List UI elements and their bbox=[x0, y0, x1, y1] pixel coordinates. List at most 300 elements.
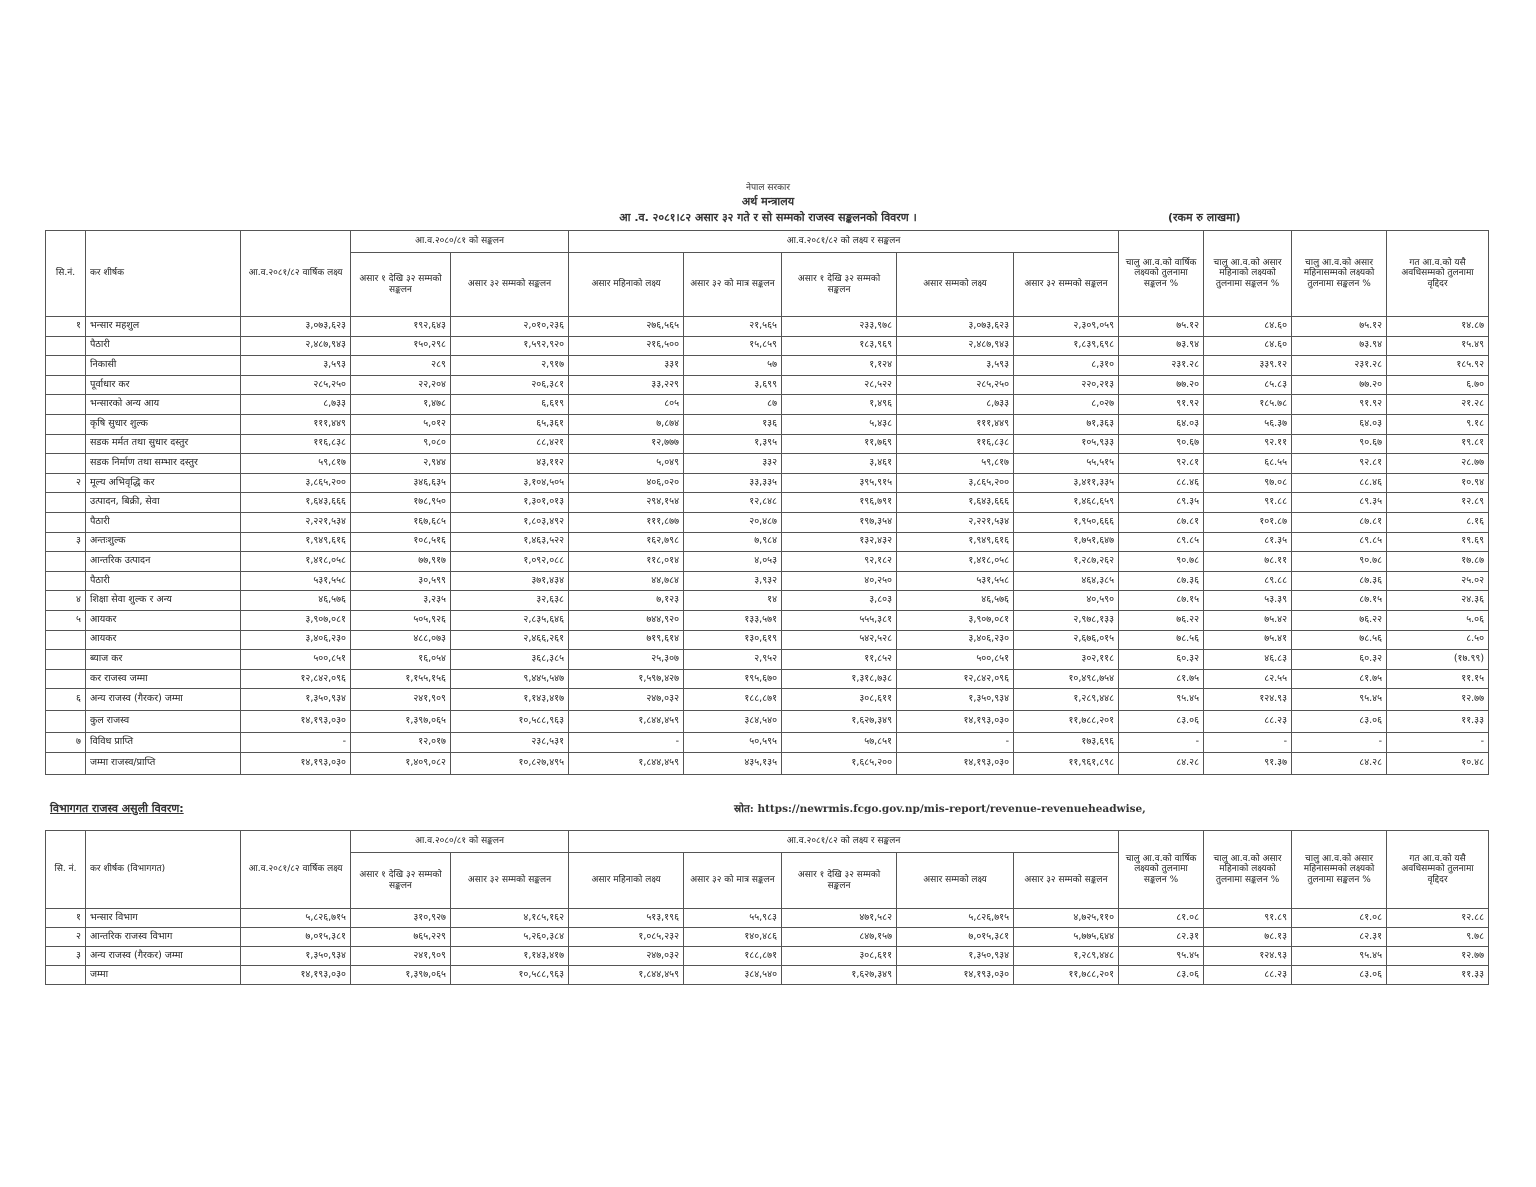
table-row bbox=[46, 711, 1489, 733]
row-value: १७३,६९६ bbox=[1014, 733, 1119, 753]
row-tax-head: जम्मा राजस्व/प्राप्ति bbox=[86, 752, 241, 774]
row-value: ५००,८५१ bbox=[897, 650, 1014, 670]
col-cur-32-only: असार ३२ को मात्र सङ्कलन bbox=[684, 853, 782, 909]
row-value: ४६.८३ bbox=[1204, 650, 1292, 670]
row-tax-head: भन्सार विभाग bbox=[86, 909, 241, 928]
ministry-heading: अर्थ मन्त्रालय bbox=[741, 195, 795, 208]
table-row bbox=[46, 733, 1489, 753]
row-value: ३०८,६११ bbox=[782, 947, 897, 966]
row-value: ८३.०६ bbox=[1119, 711, 1204, 733]
row-sn: १ bbox=[46, 909, 86, 928]
row-tax-head: अन्य राजस्व (गैरकर) जम्मा bbox=[86, 947, 241, 966]
source-link[interactable]: स्रोत: https://newrmis.fcgo.gov.np/mis-report/revenue-revenueheadwise, bbox=[734, 803, 1146, 815]
row-value: ६०.३२ bbox=[1119, 650, 1204, 670]
col-tax-head: कर शीर्षक bbox=[86, 231, 241, 317]
row-value: १,२८९,४४८ bbox=[1014, 947, 1119, 966]
row-value: १,१५५,१५६ bbox=[351, 669, 451, 689]
table-row bbox=[46, 454, 1489, 474]
row-value: १,३५०,९३४ bbox=[241, 689, 351, 711]
row-sn: २ bbox=[46, 928, 86, 947]
row-value: ९५.४५ bbox=[1292, 947, 1387, 966]
row-value: २,९१७ bbox=[451, 356, 569, 376]
row-value: २३३,९७८ bbox=[782, 317, 897, 337]
row-value: १३३,५७१ bbox=[684, 610, 782, 630]
row-tax-head: आयकर bbox=[86, 630, 241, 650]
row-value: २५.०२ bbox=[1387, 571, 1489, 591]
row-value: २२०,२१३ bbox=[1014, 375, 1119, 395]
row-value: ९.१८ bbox=[1387, 414, 1489, 434]
row-value: ७,०१५,३८१ bbox=[897, 928, 1014, 947]
row-value: ९५.४५ bbox=[1292, 689, 1387, 711]
row-value: २४७,०३२ bbox=[569, 689, 684, 711]
row-value: १४,१९३,०३० bbox=[897, 966, 1014, 985]
row-value: १६,०५४ bbox=[351, 650, 451, 670]
row-value: १८८,८७१ bbox=[684, 689, 782, 711]
row-value: २,९५२ bbox=[684, 650, 782, 670]
row-tax-head: सडक निर्माण तथा सम्भार दस्तुर bbox=[86, 454, 241, 474]
row-value: २४.३६ bbox=[1387, 591, 1489, 611]
table-row bbox=[46, 493, 1489, 513]
row-value: ३,५९३ bbox=[897, 356, 1014, 376]
row-value: ५१३,१९६ bbox=[569, 909, 684, 928]
row-tax-head: पैठारी bbox=[86, 512, 241, 532]
row-value: ३,४११,३३५ bbox=[1014, 473, 1119, 493]
row-value: ५६.३७ bbox=[1204, 414, 1292, 434]
row-value: ८४.६० bbox=[1204, 317, 1292, 337]
row-value: १,६२७,३४९ bbox=[782, 711, 897, 733]
row-value: ३,४०६,२३० bbox=[897, 630, 1014, 650]
col-group-current-year: आ.व.२०८१/८२ को लक्ष्य र सङ्कलन bbox=[569, 231, 1119, 253]
row-value: ९०.७८ bbox=[1119, 552, 1204, 572]
row-sn: २ bbox=[46, 473, 86, 493]
row-value: १,३५०,९३४ bbox=[241, 947, 351, 966]
row-value: २१,५६५ bbox=[684, 317, 782, 337]
row-sn bbox=[46, 375, 86, 395]
col-tax-head: कर शीर्षक (विभागगत) bbox=[86, 831, 241, 909]
row-value: १४,१९३,०३० bbox=[241, 752, 351, 774]
table-row bbox=[46, 473, 1489, 493]
row-value: ७१,३६३ bbox=[1014, 414, 1119, 434]
row-value: ८९.३५ bbox=[1292, 493, 1387, 513]
row-value: ४७१,५८२ bbox=[782, 909, 897, 928]
row-value: ५०५,९२६ bbox=[351, 610, 451, 630]
row-value: ८.१६ bbox=[1387, 512, 1489, 532]
row-value: ५,७७५,६४४ bbox=[1014, 928, 1119, 947]
col-cur-upto-target: असार सम्मको लक्ष्य bbox=[897, 853, 1014, 909]
row-value: १११,४४९ bbox=[897, 414, 1014, 434]
col-prev-1-32: असार १ देखि ३२ सम्मको सङ्कलन bbox=[351, 853, 451, 909]
row-tax-head: निकासी bbox=[86, 356, 241, 376]
row-value: १,३०१,०१३ bbox=[451, 493, 569, 513]
row-value: १८५.९२ bbox=[1387, 356, 1489, 376]
row-value: १९५,६७० bbox=[684, 669, 782, 689]
row-value: १,८०३,४९२ bbox=[451, 512, 569, 532]
row-value: ७७,९१७ bbox=[351, 552, 451, 572]
row-value: ४०,२५० bbox=[782, 571, 897, 591]
row-value: २८९ bbox=[351, 356, 451, 376]
row-value: ३,८६५,२०० bbox=[241, 473, 351, 493]
table-row bbox=[46, 532, 1489, 552]
row-value: ३८४,५४० bbox=[684, 966, 782, 985]
row-value: ३३,३३५ bbox=[684, 473, 782, 493]
row-value: २,२२१,५३४ bbox=[241, 512, 351, 532]
row-value: ६,६१९ bbox=[451, 395, 569, 415]
row-value: १३०,६१९ bbox=[684, 630, 782, 650]
row-value: १,५९७,४२७ bbox=[569, 669, 684, 689]
row-value: १,०८५,२३२ bbox=[569, 928, 684, 947]
col-cur-32-only: असार ३२ को मात्र सङ्कलन bbox=[684, 253, 782, 317]
row-value: १९६,७९१ bbox=[782, 493, 897, 513]
row-value: ११,७८८,२०१ bbox=[1014, 966, 1119, 985]
row-value: ८३.०६ bbox=[1292, 966, 1387, 985]
row-value: १,३९७,०६५ bbox=[351, 966, 451, 985]
row-value: ७६.२२ bbox=[1292, 610, 1387, 630]
row-sn bbox=[46, 630, 86, 650]
row-value: ८७.३६ bbox=[1292, 571, 1387, 591]
row-value: ८८.२३ bbox=[1204, 966, 1292, 985]
amount-unit-note: (रकम रु लाखमा) bbox=[1168, 211, 1241, 224]
row-value: १९.८१ bbox=[1387, 434, 1489, 454]
row-value: १,३९७,०६५ bbox=[351, 711, 451, 733]
row-value: ३०,५९९ bbox=[351, 571, 451, 591]
row-value: १६२,७९८ bbox=[569, 532, 684, 552]
row-value: १,१४३,४१७ bbox=[451, 689, 569, 711]
row-value: २०६,३८१ bbox=[451, 375, 569, 395]
row-value: १४.८७ bbox=[1387, 317, 1489, 337]
row-value: ५,०४९ bbox=[569, 454, 684, 474]
col-growth: गत आ.व.को यसै अवधिसम्मको तुलनामा वृद्दिदर bbox=[1387, 231, 1489, 317]
row-value: २८.७७ bbox=[1387, 454, 1489, 474]
row-value: १०,५८८,९६३ bbox=[451, 966, 569, 985]
col-pct-month: चालु आ.व.को असार महिनाको लक्ष्यको तुलनामा सङ्कलन % bbox=[1204, 831, 1292, 909]
col-pct-annual: चालु आ.व.को वार्षिक लक्ष्यको तुलनामा सङ्कलन % bbox=[1119, 231, 1204, 317]
row-value: ११८,०१४ bbox=[569, 552, 684, 572]
row-sn bbox=[46, 669, 86, 689]
row-value: ८२.३१ bbox=[1292, 928, 1387, 947]
row-value: ८१.७५ bbox=[1292, 669, 1387, 689]
row-value: - bbox=[1119, 733, 1204, 753]
row-value: ८९.८५ bbox=[1292, 532, 1387, 552]
row-value: ३,४०६,२३० bbox=[241, 630, 351, 650]
row-value: ३१०,९२७ bbox=[351, 909, 451, 928]
row-tax-head: सडक मर्मत तथा सुधार दस्तुर bbox=[86, 434, 241, 454]
row-value: ४,७२५,११० bbox=[1014, 909, 1119, 928]
row-value: १०,८२७,४९५ bbox=[451, 752, 569, 774]
row-value: ८९.८५ bbox=[1119, 532, 1204, 552]
row-value: ८,७३३ bbox=[241, 395, 351, 415]
row-value: ७८.५६ bbox=[1292, 630, 1387, 650]
row-sn bbox=[46, 336, 86, 356]
row-value: २४१,९०९ bbox=[351, 689, 451, 711]
row-sn: ३ bbox=[46, 947, 86, 966]
row-value: ७५.१२ bbox=[1119, 317, 1204, 337]
row-value: ९१.८९ bbox=[1204, 909, 1292, 928]
row-value: १,६४३,६६६ bbox=[897, 493, 1014, 513]
table-row bbox=[46, 375, 1489, 395]
row-value: ७३.९४ bbox=[1292, 336, 1387, 356]
row-value: ६५,३६१ bbox=[451, 414, 569, 434]
row-value: १,३१८,७३८ bbox=[782, 669, 897, 689]
row-sn: ४ bbox=[46, 591, 86, 611]
row-value: २,९४४ bbox=[351, 454, 451, 474]
row-value: ३३९.१२ bbox=[1204, 356, 1292, 376]
row-value: ८५.८३ bbox=[1204, 375, 1292, 395]
col-pct-upto: चालु आ.व.को असार महिनासम्मको लक्ष्यको तुलनामा सङ्कलन % bbox=[1292, 831, 1387, 909]
row-value: ६४.०३ bbox=[1119, 414, 1204, 434]
row-value: ३८४,५४० bbox=[684, 711, 782, 733]
row-value: ३७१,४३४ bbox=[451, 571, 569, 591]
row-tax-head: आन्तरिक राजस्व विभाग bbox=[86, 928, 241, 947]
col-prev-upto-32: असार ३२ सम्मको सङ्कलन bbox=[451, 853, 569, 909]
row-value: ३,९०७,०८१ bbox=[241, 610, 351, 630]
row-sn: ३ bbox=[46, 532, 86, 552]
row-value: १४०,४८६ bbox=[684, 928, 782, 947]
row-value: ७५.४१ bbox=[1204, 630, 1292, 650]
row-value: २१.२८ bbox=[1387, 395, 1489, 415]
table-row bbox=[46, 434, 1489, 454]
row-value: ९२.८१ bbox=[1292, 454, 1387, 474]
row-value: ३,१०४,५०५ bbox=[451, 473, 569, 493]
col-pct-month: चालु आ.व.को असार महिनाको लक्ष्यको तुलनामा सङ्कलन % bbox=[1204, 231, 1292, 317]
row-value: ९,०८० bbox=[351, 434, 451, 454]
row-value: ४०,५९० bbox=[1014, 591, 1119, 611]
row-sn bbox=[46, 966, 86, 985]
revenue-collection-table bbox=[45, 230, 1489, 775]
row-value: १,७५१,६४७ bbox=[1014, 532, 1119, 552]
row-tax-head: अन्य राजस्व (गैरकर) जम्मा bbox=[86, 689, 241, 711]
row-value: ५९,८१७ bbox=[241, 454, 351, 474]
col-annual-target: आ.व.२०८१/८२ वार्षिक लक्ष्य bbox=[241, 231, 351, 317]
row-value: ३,६९९ bbox=[684, 375, 782, 395]
col-prev-upto-32: असार ३२ सम्मको सङ्कलन bbox=[451, 253, 569, 317]
row-value: ५४२,५२८ bbox=[782, 630, 897, 650]
row-value: १,०९२,०८८ bbox=[451, 552, 569, 572]
col-pct-annual: चालु आ.व.को वार्षिक लक्ष्यको तुलनामा सङ्कलन % bbox=[1119, 831, 1204, 909]
row-value: १५.४९ bbox=[1387, 336, 1489, 356]
row-value: २,२२१,५३४ bbox=[897, 512, 1014, 532]
row-value: १११,८७७ bbox=[569, 512, 684, 532]
row-value: ५५,९८३ bbox=[684, 909, 782, 928]
row-value: २,९७८,१३३ bbox=[1014, 610, 1119, 630]
row-value: ७,९८४ bbox=[684, 532, 782, 552]
row-value: ९.७८ bbox=[1387, 928, 1489, 947]
row-value: २७६,५६५ bbox=[569, 317, 684, 337]
row-value: १,३५०,९३४ bbox=[897, 947, 1014, 966]
row-value: ११.३३ bbox=[1387, 711, 1489, 733]
row-value: ३३२ bbox=[684, 454, 782, 474]
row-value: ८,०२७ bbox=[1014, 395, 1119, 415]
row-value: ९२.८१ bbox=[1119, 454, 1204, 474]
row-value: ५७ bbox=[684, 356, 782, 376]
row-value: ७४४,९२० bbox=[569, 610, 684, 630]
row-value: ४३,११२ bbox=[451, 454, 569, 474]
row-value: ४६४,३८५ bbox=[1014, 571, 1119, 591]
row-value: १६७,६८५ bbox=[351, 512, 451, 532]
row-value: १,६८५,२०० bbox=[782, 752, 897, 774]
col-sn: सि. नं. bbox=[46, 831, 86, 909]
row-value: १,४९६ bbox=[782, 395, 897, 415]
row-value: ४,०५३ bbox=[684, 552, 782, 572]
row-value: १४,१९३,०३० bbox=[241, 966, 351, 985]
row-value: ४६,५७६ bbox=[897, 591, 1014, 611]
row-value: १,४७८ bbox=[351, 395, 451, 415]
row-value: ५.०६ bbox=[1387, 610, 1489, 630]
row-value: ९१.९२ bbox=[1119, 395, 1204, 415]
row-value: ३,९०७,०८१ bbox=[897, 610, 1014, 630]
table-row bbox=[46, 669, 1489, 689]
row-value: ६८.५५ bbox=[1204, 454, 1292, 474]
row-value: ९१.३७ bbox=[1204, 752, 1292, 774]
row-value: ५३१,५५८ bbox=[897, 571, 1014, 591]
row-value: ११.३३ bbox=[1387, 966, 1489, 985]
row-value: ८,३१० bbox=[1014, 356, 1119, 376]
row-value: ३,५९३ bbox=[241, 356, 351, 376]
row-value: - bbox=[1292, 733, 1387, 753]
row-value: १७.८७ bbox=[1387, 552, 1489, 572]
row-value: ९०.६७ bbox=[1119, 434, 1204, 454]
table-row bbox=[46, 630, 1489, 650]
row-value: १,४१८,०५८ bbox=[241, 552, 351, 572]
row-value: ८९.३५ bbox=[1119, 493, 1204, 513]
col-sn: सि.नं. bbox=[46, 231, 86, 317]
col-annual-target: आ.व.२०८१/८२ वार्षिक लक्ष्य bbox=[241, 831, 351, 909]
row-value: ५३.३९ bbox=[1204, 591, 1292, 611]
row-value: १,५९२,९२० bbox=[451, 336, 569, 356]
row-value: २१६,५०० bbox=[569, 336, 684, 356]
row-value: १,२८९,४४८ bbox=[1014, 689, 1119, 711]
row-value: ९२.११ bbox=[1204, 434, 1292, 454]
row-sn bbox=[46, 571, 86, 591]
row-sn bbox=[46, 414, 86, 434]
row-value: ३,८६५,२०० bbox=[897, 473, 1014, 493]
row-value: १८५.७८ bbox=[1204, 395, 1292, 415]
row-value: ८८,४२१ bbox=[451, 434, 569, 454]
row-value: १३६ bbox=[684, 414, 782, 434]
table-row bbox=[46, 414, 1489, 434]
row-value: २,८३५,६४६ bbox=[451, 610, 569, 630]
row-value: १,६४३,६६६ bbox=[241, 493, 351, 513]
row-value: १,३९५ bbox=[684, 434, 782, 454]
row-value: १,८३९,६९८ bbox=[1014, 336, 1119, 356]
row-value: ८८.२३ bbox=[1204, 711, 1292, 733]
row-value: १८३,९६९ bbox=[782, 336, 897, 356]
row-value: १,९४९,६१६ bbox=[241, 532, 351, 552]
table-row bbox=[46, 966, 1489, 985]
row-sn: ६ bbox=[46, 689, 86, 711]
row-value: १०.९४ bbox=[1387, 473, 1489, 493]
row-value: ५७,८५१ bbox=[782, 733, 897, 753]
row-value: १,४१८,०५८ bbox=[897, 552, 1014, 572]
row-tax-head: कृषि सुधार शुल्क bbox=[86, 414, 241, 434]
row-value: ८२.५५ bbox=[1204, 669, 1292, 689]
row-value: ७३.९४ bbox=[1119, 336, 1204, 356]
row-tax-head: आन्तरिक उत्पादन bbox=[86, 552, 241, 572]
row-value: ८१.०८ bbox=[1292, 909, 1387, 928]
row-tax-head: पूर्वाधार कर bbox=[86, 375, 241, 395]
row-value: १२.८९ bbox=[1387, 493, 1489, 513]
table-row bbox=[46, 650, 1489, 670]
row-value: ११.१५ bbox=[1387, 669, 1489, 689]
row-value: ३२,६३८ bbox=[451, 591, 569, 611]
row-value: १२.८८ bbox=[1387, 909, 1489, 928]
row-sn bbox=[46, 752, 86, 774]
department-revenue-table bbox=[45, 830, 1489, 985]
row-value: १५०,२९८ bbox=[351, 336, 451, 356]
row-value: १२,८४८ bbox=[684, 493, 782, 513]
row-value: ४८८,०७३ bbox=[351, 630, 451, 650]
row-value: ३,०७३,६२३ bbox=[241, 317, 351, 337]
row-sn bbox=[46, 454, 86, 474]
table-row bbox=[46, 317, 1489, 337]
report-title: आ .व. २०८१।८२ असार ३२ गते र सो सम्मको राजस्व सङ्कलनको विवरण । bbox=[619, 211, 917, 224]
col-cur-upto-32: असार ३२ सम्मको सङ्कलन bbox=[1014, 853, 1119, 909]
row-value: ३,०७३,६२३ bbox=[897, 317, 1014, 337]
row-value: १,९४९,६१६ bbox=[897, 532, 1014, 552]
row-value: १,३५०,९३४ bbox=[897, 689, 1014, 711]
row-value: १११,४४९ bbox=[241, 414, 351, 434]
row-value: २४१,९०९ bbox=[351, 947, 451, 966]
col-cur-month-target: असार महिनाको लक्ष्य bbox=[569, 853, 684, 909]
row-value: २३१.२८ bbox=[1119, 356, 1204, 376]
col-cur-1-32: असार १ देखि ३२ सम्मको सङ्कलन bbox=[782, 253, 897, 317]
row-value: १०८,५१६ bbox=[351, 532, 451, 552]
row-value: ५५,५१५ bbox=[1014, 454, 1119, 474]
row-value: ६०.३२ bbox=[1292, 650, 1387, 670]
row-value: २,४८७,९४३ bbox=[897, 336, 1014, 356]
row-value: ५,२६०,३८४ bbox=[451, 928, 569, 947]
col-cur-upto-32: असार ३२ सम्मको सङ्कलन bbox=[1014, 253, 1119, 317]
row-value: ११,७६९ bbox=[782, 434, 897, 454]
row-tax-head: शिक्षा सेवा शुल्क र अन्य bbox=[86, 591, 241, 611]
table-row bbox=[46, 552, 1489, 572]
row-value: ४६,५७६ bbox=[241, 591, 351, 611]
row-value: १४,१९३,०३० bbox=[241, 711, 351, 733]
department-section-title: विभागगत राजस्व असुली विवरण: bbox=[50, 802, 184, 815]
row-value: ८१.७५ bbox=[1119, 669, 1204, 689]
row-value: १२,०१७ bbox=[351, 733, 451, 753]
table-row bbox=[46, 928, 1489, 947]
row-value: ८१.३५ bbox=[1204, 532, 1292, 552]
row-value: - bbox=[897, 733, 1014, 753]
row-value: १०५,९३३ bbox=[1014, 434, 1119, 454]
row-value: १,१४३,४१७ bbox=[451, 947, 569, 966]
row-value: २,३०९,०५९ bbox=[1014, 317, 1119, 337]
row-sn: ५ bbox=[46, 610, 86, 630]
row-value: ६४.०३ bbox=[1292, 414, 1387, 434]
row-sn bbox=[46, 356, 86, 376]
row-value: ३,९३२ bbox=[684, 571, 782, 591]
row-value: ८०५ bbox=[569, 395, 684, 415]
row-value: १,१२४ bbox=[782, 356, 897, 376]
row-tax-head: उत्पादन, बिक्री, सेवा bbox=[86, 493, 241, 513]
row-value: २,०१०,२३६ bbox=[451, 317, 569, 337]
row-value: ७,०१५,३८१ bbox=[241, 928, 351, 947]
row-value: २,४६६,२६१ bbox=[451, 630, 569, 650]
row-value: १,९५०,६६६ bbox=[1014, 512, 1119, 532]
row-value: १,४६३,५२२ bbox=[451, 532, 569, 552]
table-row bbox=[46, 947, 1489, 966]
row-value: ३०२,११८ bbox=[1014, 650, 1119, 670]
row-value: १,२८७,२६२ bbox=[1014, 552, 1119, 572]
row-tax-head: आयकर bbox=[86, 610, 241, 630]
row-value: १,४०९,०८२ bbox=[351, 752, 451, 774]
row-value: २८५,२५० bbox=[241, 375, 351, 395]
row-value: - bbox=[569, 733, 684, 753]
row-value: ८७.८१ bbox=[1292, 512, 1387, 532]
row-sn bbox=[46, 552, 86, 572]
row-value: ७,१२३ bbox=[569, 591, 684, 611]
row-value: (१७.९९) bbox=[1387, 650, 1489, 670]
